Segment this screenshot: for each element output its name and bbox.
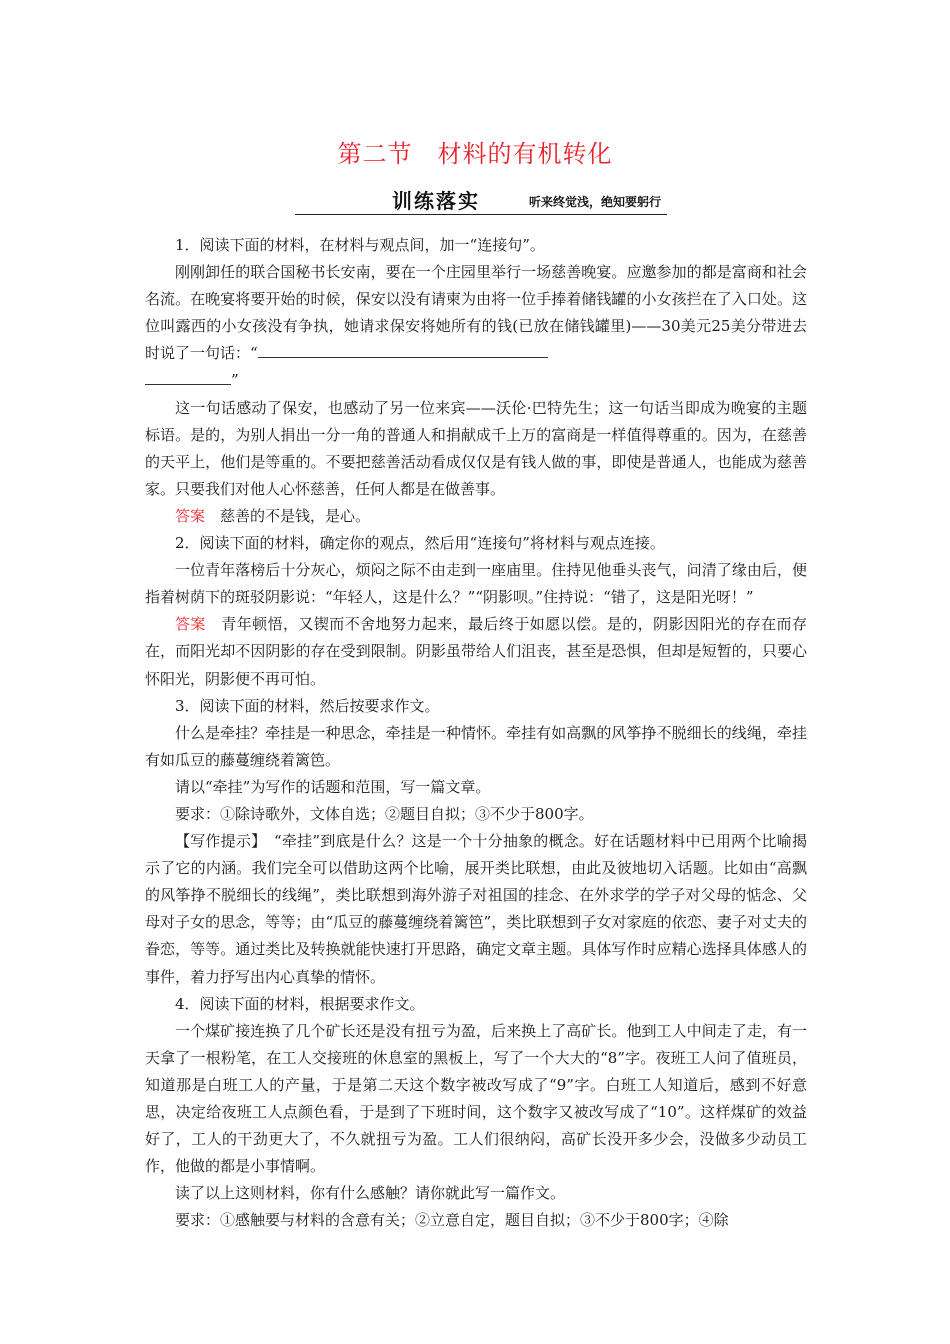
answer-blank — [258, 343, 548, 358]
writing-tip-label: 【写作提示】 — [175, 832, 259, 851]
question-3-material: 什么是牵挂？牵挂是一种思念，牵挂是一种情怀。牵挂有如高飘的风筝挣不脱细长的线绳，牵挂有如瓜豆的藤蔓缠绕着篱笆。 — [145, 723, 807, 769]
banner-motto: 听来终觉浅，绝知要躬行 — [528, 195, 661, 209]
question-1-answer — [145, 503, 807, 530]
training-banner — [295, 185, 667, 215]
answer-label: 答案 — [175, 506, 206, 525]
question-1-prompt: 1．阅读下面的材料，在材料与观点间，加一“连接句”。 — [175, 236, 545, 254]
question-3-task: 请以“牵挂”为写作的话题和范围，写一篇文章。 — [175, 777, 491, 796]
banner-divider — [295, 214, 667, 215]
quote-close: ” — [231, 371, 239, 390]
section-title: 第二节 材料的有机转化 — [337, 140, 613, 168]
question-3-prompt: 3．阅读下面的材料，然后按要求作文。 — [175, 696, 440, 715]
question-4-requirements: 要求：①感触要与材料的含意有关；②立意自定，题目自拟；③不少于800字；④除 — [175, 1211, 729, 1230]
answer-blank-continued — [145, 370, 231, 385]
question-1-material-2: 这一句话感动了保安，也感动了另一位来宾——沃伦·巴特先生；这一句话当即成为晚宴的主题标语。是的，为别人捐出一分一角的普通人和捐献成千上万的富商是一样值得尊重的。因为，在慈善的天平上，他们是等重的。不要把慈善活动看成仅仅是有钱人做的事，即使是普通人，也能成为慈善家。只要我们对他人心怀慈善，任何人都是在做善事。 — [145, 398, 807, 498]
question-2-answer — [145, 611, 807, 692]
question-2-prompt: 2．阅读下面的材料，确定你的观点，然后用“连接句”将材料与观点连接。 — [175, 534, 665, 553]
banner-heading: 训练落实 — [392, 189, 480, 213]
answer-text: 慈善的不是钱，是心。 — [220, 506, 371, 525]
question-4-prompt: 4．阅读下面的材料，根据要求作文。 — [175, 994, 425, 1013]
question-1-material-text: 刚刚卸任的联合国秘书长安南，要在一个庄园里举行一场慈善晚宴。应邀参加的都是富商和社会名流。在晚宴将要开始的时候，保安以没有请柬为由将一位手捧着储钱罐的小女孩拦在了入口处。这位叫露西的小女孩没有争执，她请求保安将她所有的钱(已放在储钱罐里)——30美元25美分带进去时说了一句话：“ — [145, 263, 807, 363]
answer-text: 青年顿悟，又锲而不舍地努力起来，最后终于如愿以偿。是的，阴影因阳光的存在而存在，而阳光却不因阴影的存在受到限制。阴影虽带给人们沮丧，甚至是恐惧，但却是短暂的，只要心怀阳光，阴影便不再可怕。 — [145, 615, 807, 688]
question-2-material: 一位青年落榜后十分灰心，烦闷之际不由走到一座庙里。住持见他垂头丧气，问清了缘由后，便指着树荫下的斑驳阴影说：“年轻人，这是什么？”“阴影呗。”住持说：“错了，这是阳光呀！” — [145, 561, 807, 607]
question-4-task: 读了以上这则材料，你有什么感触？请你就此写一篇作文。 — [175, 1184, 566, 1203]
writing-tip-text: “牵挂”到底是什么？这是一个十分抽象的概念。好在话题材料中已用两个比喻揭示了它的内涵。我们完全可以借助这两个比喻，展开类比联想，由此及彼地切入话题。比如由“高飘的风筝挣不脱细长的线绳”，类比联想到海外游子对祖国的挂念、在外求学的学子对父母的惦念、父母对子女的思念，等等；由“瓜豆的藤蔓缠绕着篱笆”，类比联想到子女对家庭的依恋、妻子对丈夫的眷恋，等等。通过类比及转换就能快速打开思路，确定文章主题。具体写作时应精心选择具体感人的事件，着力抒写出内心真挚的情怀。 — [145, 832, 807, 986]
answer-label: 答案 — [175, 615, 206, 634]
question-4-material: 一个煤矿接连换了几个矿长还是没有扭亏为盈，后来换上了高矿长。他到工人中间走了走，有一天拿了一根粉笔，在工人交接班的休息室的黑板上，写了一个大大的“8”字。夜班工人问了值班员，知道那是白班工人的产量，于是第二天这个数字被改写成了“9”字。白班工人知道后，感到不好意思，决定给夜班工人点颜色看，于是到了下班时间，这个数字又被改写成了“10”。这样煤矿的效益好了，工人的干劲更大了，不久就扭亏为盈。工人们很纳闷，高矿长没开多少会，没做多少动员工作，他做的都是小事情啊。 — [145, 1021, 807, 1176]
exercise-content — [145, 232, 807, 1234]
question-3-requirements: 要求：①除诗歌外，文体自选；②题目自拟；③不少于800字。 — [175, 804, 594, 823]
question-3-writing-tip — [145, 828, 807, 991]
question-1-material — [145, 259, 807, 394]
